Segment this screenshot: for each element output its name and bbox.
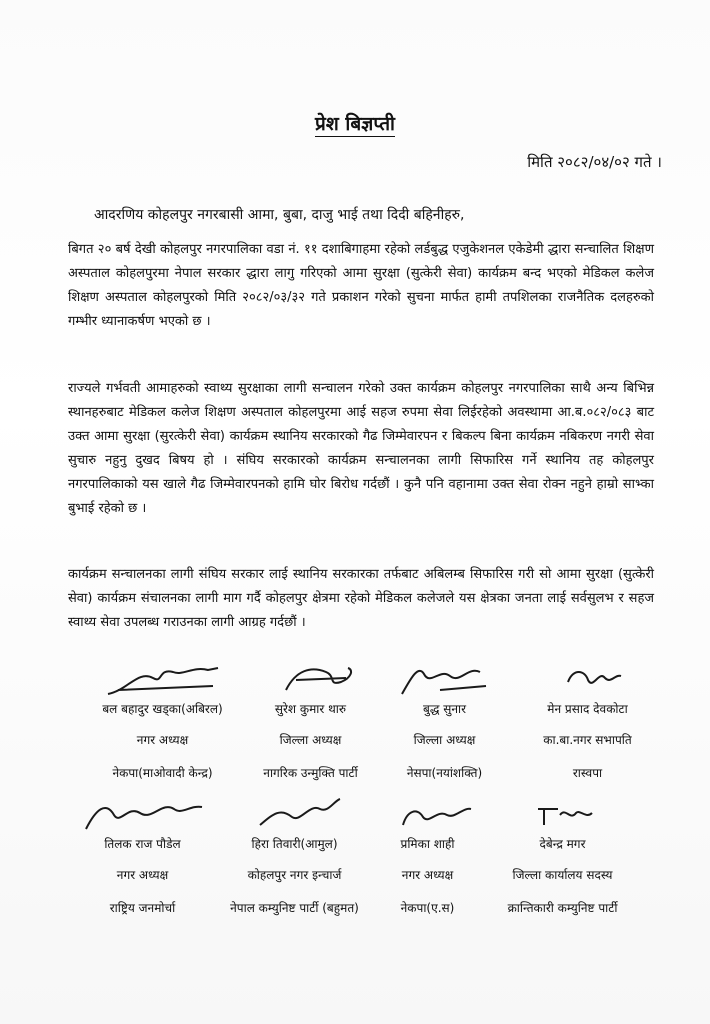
signature-block-6 bbox=[222, 795, 367, 916]
signatory-role: जिल्ला कार्यालय सदस्य bbox=[512, 868, 613, 882]
paragraph-2: राज्यले गर्भवती आमाहरुको स्वाथ्य सुरक्षाका लागी सन्चालन गरेको उक्त कार्यक्रम कोहलपुर नगरपालिका साथै अन्य बिभिन्न स्थानहरुबाट मेडिकल कलेज शिक्षण अस्पताल कोहलपुरमा आई सहज रुपमा सेवा लिईरहेको अवस्थामा आ.ब.०८२/०८३ बाट उक्त आमा सुरक्षा (सुरत्केरी सेवा) कार्यक्रम स्थानिय सरकारको गैढ जिम्मेवारपन र बिकल्प बिना कार्यक्रम नबिकरण नगरी सेवा सुचारु नहुनु दुखद बिषय हो । संघिय सरकारको कार्यक्रम सन्चालनका लागी सिफारिस गर्ने स्थानिय तह कोहलपुर नगरपालिकाको यस खाले गैढ जिम्मेवारपनको हामि घोर बिरोध गर्दछौं । कुनै पनि वहानामा उक्त सेवा रोक्न नहुने हाम्रो साभ्का बुभाई रहेको छ । bbox=[68, 381, 654, 516]
signatory-party: नेकपा(माओवादी केन्द्र) bbox=[112, 766, 213, 780]
signature-block-1 bbox=[90, 660, 235, 781]
signatory-party: नेसपा(नयांशक्ति) bbox=[406, 766, 483, 780]
handwritten-signature-6 bbox=[240, 795, 350, 835]
signature-block-3 bbox=[372, 660, 517, 781]
handwritten-signature-7 bbox=[373, 795, 483, 835]
handwritten-signature-8 bbox=[508, 795, 618, 835]
signatory-party: नेकपा(ए.स) bbox=[400, 901, 455, 915]
signatory-party: रास्वपा bbox=[572, 766, 603, 780]
signatory-role: कोहलपुर नगर इन्चार्ज bbox=[247, 868, 342, 882]
signatory-name: मेन प्रसाद देवकोटा bbox=[547, 702, 628, 716]
handwritten-signature-4 bbox=[533, 660, 643, 700]
signatory-name: देबेन्द्र मगर bbox=[539, 837, 586, 851]
signatory-role: जिल्ला अध्यक्ष bbox=[413, 733, 476, 747]
signatory-role: का.बा.नगर सभापति bbox=[543, 733, 632, 747]
signatory-name: तिलक राज पौडेल bbox=[104, 837, 181, 851]
handwritten-signature-2 bbox=[256, 660, 366, 700]
signatory-role: जिल्ला अध्यक्ष bbox=[279, 733, 342, 747]
title-text: प्रेश बिज्ञप्ती bbox=[315, 113, 395, 135]
signatory-name: हिरा तिवारी(आमुल) bbox=[251, 837, 338, 851]
paragraph-1: बिगत २० बर्ष देखी कोहलपुर नगरपालिका वडा नं. ११ दशाबिगाहमा रहेको लर्डबुद्ध एजुकेशनल एकेडेमी द्धारा सन्चालित शिक्षण अस्पताल कोहलपुरमा नेपाल सरकार द्धारा लागु गरिएको आमा सुरक्षा (सुत्केरी सेवा) कार्यक्रम बन्द भएको मेडिकल कलेज शिक्षण अस्पताल कोहलपुरको मिति २०८२/०३/३२ गते प्रकाशन गरेको सुचना मार्फत हामी तपशिलका राजनैतिक दलहरुको गम्भीर ध्यानाकर्षण भएको छ । bbox=[68, 242, 654, 329]
signatory-name: प्रमिका शाही bbox=[400, 837, 455, 851]
signature-block-8 bbox=[490, 795, 635, 916]
signatory-role: नगर अध्यक्ष bbox=[116, 868, 169, 882]
handwritten-signature-1 bbox=[98, 660, 228, 700]
signatory-party: नागरिक उन्मुक्ति पार्टी bbox=[263, 766, 358, 780]
signatory-party: नेपाल कम्युनिष्ट पार्टी (बहुमत) bbox=[230, 901, 359, 915]
signatory-name: बुद्ध सुनार bbox=[422, 702, 467, 716]
handwritten-signature-5 bbox=[78, 795, 208, 835]
handwritten-signature-3 bbox=[390, 660, 500, 700]
signatory-party: क्रान्तिकारी कम्युनिष्ट पार्टी bbox=[507, 901, 618, 915]
signature-block-5 bbox=[70, 795, 215, 916]
document-date: मिति २०८२/०४/०२ गते । bbox=[527, 153, 662, 171]
salutation: आदरणिय कोहलपुर नगरबासी आमा, बुबा, दाजु भाई तथा दिदी बहिनीहरु, bbox=[94, 207, 465, 223]
signature-block-7 bbox=[355, 795, 500, 916]
signatory-role: नगर अध्यक्ष bbox=[136, 733, 189, 747]
signatory-name: सुरेश कुमार थारु bbox=[274, 702, 347, 716]
signature-block-2 bbox=[238, 660, 383, 781]
signatory-party: राष्ट्रिय जनमोर्चा bbox=[109, 901, 176, 915]
signature-block-4 bbox=[515, 660, 660, 781]
signatory-role: नगर अध्यक्ष bbox=[401, 868, 454, 882]
signatory-name: बल बहादुर खड्का(अबिरल) bbox=[102, 702, 223, 716]
document-title bbox=[0, 110, 710, 136]
paragraph-3: कार्यक्रम सन्चालनका लागी संघिय सरकार लाई स्थानिय सरकारका तर्फबाट अबिलम्ब सिफारिस गरी सो आमा सुरक्षा (सुत्केरी सेवा) कार्यक्रम संचालनका लागी माग गर्दै कोहलपुर क्षेत्रमा रहेको मेडिकल कलेजले यस क्षेत्रका जनता लाई सर्वसुलभ र सहज स्वाथ्य सेवा उपलब्ध गराउनका लागी आग्रह गर्दछौं । bbox=[68, 567, 654, 630]
